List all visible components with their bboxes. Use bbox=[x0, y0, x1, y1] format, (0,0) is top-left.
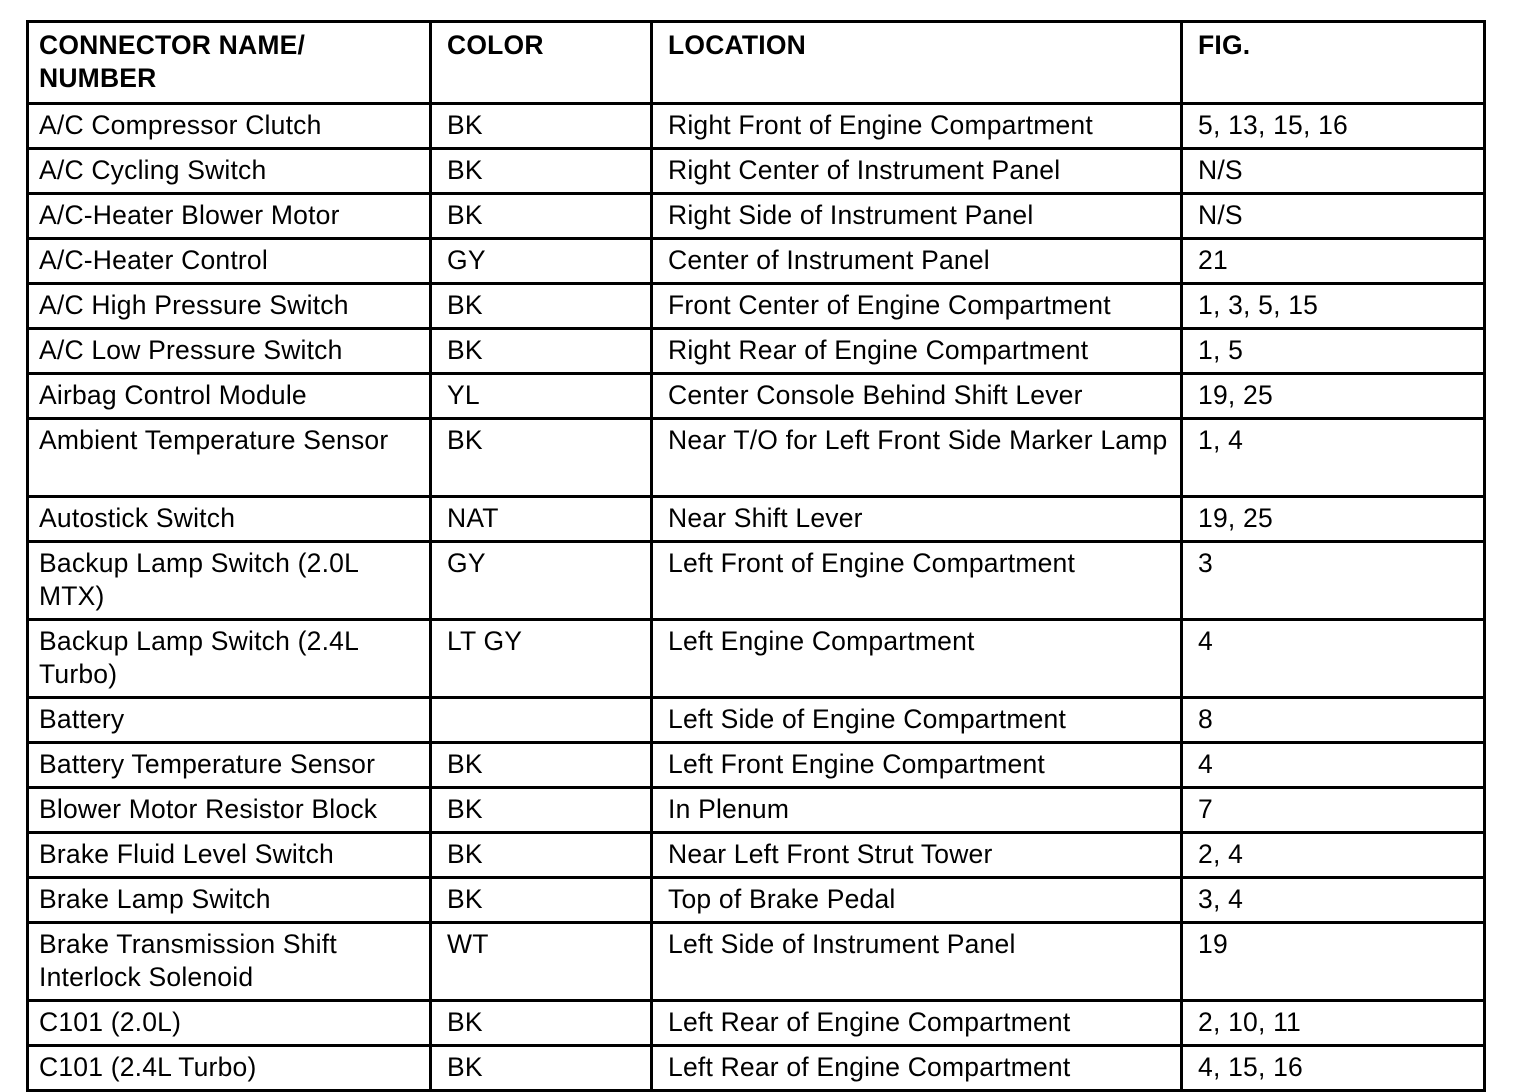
cell-fig: N/S bbox=[1182, 149, 1485, 194]
cell-color: BK bbox=[431, 1001, 652, 1046]
cell-location: Near T/O for Left Front Side Marker Lamp bbox=[652, 419, 1182, 497]
cell-color: BK bbox=[431, 743, 652, 788]
table-row bbox=[28, 239, 1485, 284]
table-row bbox=[28, 419, 1485, 497]
cell-location: Top of Brake Pedal bbox=[652, 878, 1182, 923]
cell-color: BK bbox=[431, 284, 652, 329]
cell-color: BK bbox=[431, 878, 652, 923]
cell-color: BK bbox=[431, 1046, 652, 1091]
cell-fig: 7 bbox=[1182, 788, 1485, 833]
table-row bbox=[28, 284, 1485, 329]
cell-color: YL bbox=[431, 374, 652, 419]
cell-color: BK bbox=[431, 419, 652, 497]
cell-fig: 1, 4 bbox=[1182, 419, 1485, 497]
cell-fig: N/S bbox=[1182, 194, 1485, 239]
cell-color: BK bbox=[431, 788, 652, 833]
cell-location: Left Rear of Engine Compartment bbox=[652, 1001, 1182, 1046]
cell-connector-name: A/C High Pressure Switch bbox=[28, 284, 431, 329]
document-page bbox=[26, 20, 1483, 1092]
cell-location: Center of Instrument Panel bbox=[652, 239, 1182, 284]
header-fig: FIG. bbox=[1182, 22, 1485, 104]
table-row bbox=[28, 788, 1485, 833]
cell-color bbox=[431, 698, 652, 743]
table-row bbox=[28, 542, 1485, 620]
table-row bbox=[28, 149, 1485, 194]
cell-fig: 8 bbox=[1182, 698, 1485, 743]
connector-table bbox=[26, 20, 1486, 1092]
cell-connector-name: Brake Transmission Shift Interlock Solenoid bbox=[28, 923, 431, 1001]
cell-location: Left Front Engine Compartment bbox=[652, 743, 1182, 788]
cell-connector-name: A/C Compressor Clutch bbox=[28, 104, 431, 149]
table-row bbox=[28, 923, 1485, 1001]
table-row bbox=[28, 104, 1485, 149]
cell-connector-name: A/C-Heater Control bbox=[28, 239, 431, 284]
cell-location: Left Engine Compartment bbox=[652, 620, 1182, 698]
cell-location: Left Side of Engine Compartment bbox=[652, 698, 1182, 743]
cell-connector-name: Brake Fluid Level Switch bbox=[28, 833, 431, 878]
table-header bbox=[28, 22, 1485, 104]
cell-location: In Plenum bbox=[652, 788, 1182, 833]
table-row bbox=[28, 194, 1485, 239]
cell-color: BK bbox=[431, 194, 652, 239]
cell-location: Left Front of Engine Compartment bbox=[652, 542, 1182, 620]
cell-connector-name: Battery bbox=[28, 698, 431, 743]
cell-fig: 19 bbox=[1182, 923, 1485, 1001]
cell-fig: 19, 25 bbox=[1182, 497, 1485, 542]
table-row bbox=[28, 833, 1485, 878]
cell-fig: 2, 10, 11 bbox=[1182, 1001, 1485, 1046]
cell-location: Right Side of Instrument Panel bbox=[652, 194, 1182, 239]
cell-color: GY bbox=[431, 239, 652, 284]
cell-connector-name: A/C-Heater Blower Motor bbox=[28, 194, 431, 239]
cell-fig: 1, 5 bbox=[1182, 329, 1485, 374]
cell-fig: 2, 4 bbox=[1182, 833, 1485, 878]
table-row bbox=[28, 878, 1485, 923]
cell-connector-name: Backup Lamp Switch (2.4L Turbo) bbox=[28, 620, 431, 698]
cell-fig: 4 bbox=[1182, 743, 1485, 788]
cell-color: NAT bbox=[431, 497, 652, 542]
cell-location: Front Center of Engine Compartment bbox=[652, 284, 1182, 329]
cell-connector-name: Brake Lamp Switch bbox=[28, 878, 431, 923]
cell-connector-name: Ambient Temperature Sensor bbox=[28, 419, 431, 497]
cell-location: Near Left Front Strut Tower bbox=[652, 833, 1182, 878]
cell-color: BK bbox=[431, 833, 652, 878]
cell-color: LT GY bbox=[431, 620, 652, 698]
table-body bbox=[28, 104, 1485, 1091]
cell-fig: 4, 15, 16 bbox=[1182, 1046, 1485, 1091]
cell-color: BK bbox=[431, 329, 652, 374]
cell-fig: 3 bbox=[1182, 542, 1485, 620]
cell-fig: 21 bbox=[1182, 239, 1485, 284]
cell-location: Left Rear of Engine Compartment bbox=[652, 1046, 1182, 1091]
cell-location: Right Rear of Engine Compartment bbox=[652, 329, 1182, 374]
header-location: LOCATION bbox=[652, 22, 1182, 104]
cell-location: Near Shift Lever bbox=[652, 497, 1182, 542]
table-row bbox=[28, 1046, 1485, 1091]
header-row bbox=[28, 22, 1485, 104]
cell-connector-name: Battery Temperature Sensor bbox=[28, 743, 431, 788]
header-connector-name: CONNECTOR NAME/ NUMBER bbox=[28, 22, 431, 104]
cell-fig: 1, 3, 5, 15 bbox=[1182, 284, 1485, 329]
table-row bbox=[28, 698, 1485, 743]
cell-location: Right Center of Instrument Panel bbox=[652, 149, 1182, 194]
cell-fig: 4 bbox=[1182, 620, 1485, 698]
cell-connector-name: Blower Motor Resistor Block bbox=[28, 788, 431, 833]
cell-fig: 19, 25 bbox=[1182, 374, 1485, 419]
table-row bbox=[28, 620, 1485, 698]
cell-connector-name: Backup Lamp Switch (2.0L MTX) bbox=[28, 542, 431, 620]
cell-connector-name: Autostick Switch bbox=[28, 497, 431, 542]
cell-fig: 5, 13, 15, 16 bbox=[1182, 104, 1485, 149]
cell-location: Right Front of Engine Compartment bbox=[652, 104, 1182, 149]
cell-connector-name: C101 (2.4L Turbo) bbox=[28, 1046, 431, 1091]
table-row bbox=[28, 497, 1485, 542]
cell-connector-name: Airbag Control Module bbox=[28, 374, 431, 419]
cell-fig: 3, 4 bbox=[1182, 878, 1485, 923]
cell-location: Center Console Behind Shift Lever bbox=[652, 374, 1182, 419]
header-color: COLOR bbox=[431, 22, 652, 104]
table-row bbox=[28, 329, 1485, 374]
cell-color: BK bbox=[431, 149, 652, 194]
cell-color: WT bbox=[431, 923, 652, 1001]
cell-location: Left Side of Instrument Panel bbox=[652, 923, 1182, 1001]
cell-connector-name: C101 (2.0L) bbox=[28, 1001, 431, 1046]
cell-color: BK bbox=[431, 104, 652, 149]
cell-connector-name: A/C Low Pressure Switch bbox=[28, 329, 431, 374]
table-row bbox=[28, 1001, 1485, 1046]
table-row bbox=[28, 374, 1485, 419]
table-row bbox=[28, 743, 1485, 788]
cell-color: GY bbox=[431, 542, 652, 620]
cell-connector-name: A/C Cycling Switch bbox=[28, 149, 431, 194]
